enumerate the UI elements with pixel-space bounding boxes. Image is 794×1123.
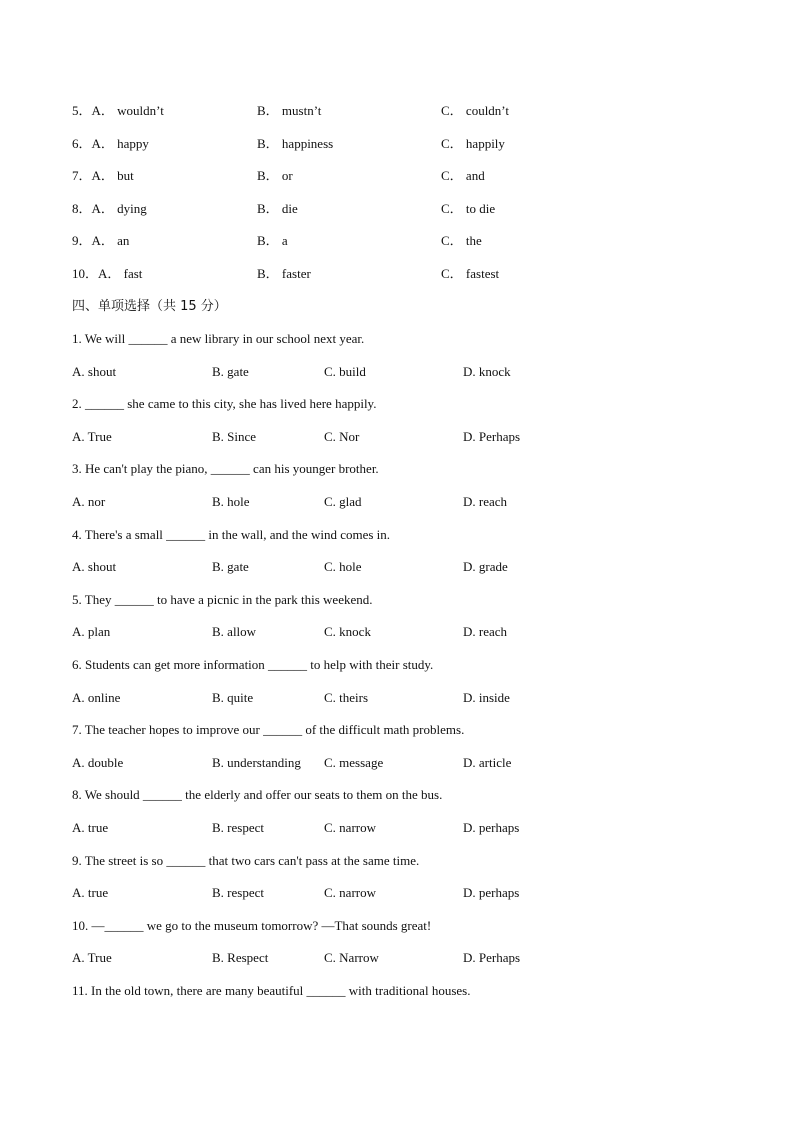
option-b: B． mustn’t [257, 103, 322, 118]
option-b: B． die [257, 201, 298, 216]
option-a: 5．A． wouldn’t [72, 103, 164, 118]
choice-b: B. understanding [212, 755, 301, 770]
choice-b: B. allow [212, 624, 257, 639]
choice-d: D. perhaps [463, 885, 520, 900]
question-stem: 6. Students can get more information ______ to help with their study. [72, 657, 434, 672]
choice-d: D. article [463, 755, 512, 770]
choice-d: D. knock [463, 364, 511, 379]
choice-c: C. Narrow [324, 950, 379, 965]
choice-c: C. build [324, 364, 366, 379]
option-c: C． to die [441, 201, 496, 216]
choice-row [0, 427, 794, 447]
question-stem-row [0, 851, 794, 871]
choice-a: A. true [72, 820, 109, 835]
question-stem: 7. The teacher hopes to improve our ______ of the difficult math problems. [72, 722, 465, 737]
question-stem-row [0, 981, 794, 1001]
choice-a: A. double [72, 755, 124, 770]
option-row [0, 231, 794, 251]
choice-d: D. reach [463, 624, 508, 639]
choice-a: A. shout [72, 559, 117, 574]
choice-a: A. nor [72, 494, 106, 509]
choice-b: B. respect [212, 820, 264, 835]
choice-b: B. hole [212, 494, 250, 509]
option-b: B． faster [257, 266, 311, 281]
option-a: 10．A． fast [72, 266, 143, 281]
choice-b: B. respect [212, 885, 264, 900]
option-row [0, 166, 794, 186]
choice-d: D. perhaps [463, 820, 520, 835]
choice-d: D. grade [463, 559, 508, 574]
choice-c: C. theirs [324, 690, 369, 705]
option-b: B． happiness [257, 136, 334, 151]
choice-row [0, 362, 794, 382]
question-stem: 3. He can't play the piano, ______ can his younger brother. [72, 461, 379, 476]
choice-d: D. Perhaps [463, 429, 521, 444]
choice-a: A. true [72, 885, 109, 900]
question-stem-row [0, 525, 794, 545]
choice-c: C. knock [324, 624, 371, 639]
choice-row [0, 688, 794, 708]
question-stem-row [0, 394, 794, 414]
section-heading-row [0, 297, 794, 317]
question-stem-row [0, 590, 794, 610]
choice-a: A. online [72, 690, 121, 705]
question-stem-row [0, 720, 794, 740]
choice-d: D. inside [463, 690, 510, 705]
option-row [0, 199, 794, 219]
choice-a: A. shout [72, 364, 117, 379]
question-stem: 5. They ______ to have a picnic in the park this weekend. [72, 592, 373, 607]
question-stem: 2. ______ she came to this city, she has lived here happily. [72, 396, 377, 411]
option-a: 8．A． dying [72, 201, 147, 216]
choice-row [0, 948, 794, 968]
choice-c: C. message [324, 755, 384, 770]
option-row [0, 134, 794, 154]
option-c: C． and [441, 168, 485, 183]
choice-c: C. hole [324, 559, 362, 574]
choice-row [0, 753, 794, 773]
choice-c: C. Nor [324, 429, 360, 444]
option-c: C． fastest [441, 266, 500, 281]
question-stem-row [0, 459, 794, 479]
option-b: B． or [257, 168, 293, 183]
choice-a: A. True [72, 429, 112, 444]
option-row [0, 101, 794, 121]
choice-d: D. reach [463, 494, 508, 509]
option-c: C． couldn’t [441, 103, 510, 118]
option-a: 6．A． happy [72, 136, 149, 151]
choice-a: A. True [72, 950, 112, 965]
question-stem: 10. —______ we go to the museum tomorrow? —That sounds great! [72, 918, 432, 933]
choice-b: B. Since [212, 429, 257, 444]
choice-row [0, 622, 794, 642]
question-stem-row [0, 329, 794, 349]
question-stem-row [0, 785, 794, 805]
choice-b: B. gate [212, 364, 249, 379]
choice-b: B. gate [212, 559, 249, 574]
option-a: 7．A． but [72, 168, 134, 183]
choice-c: C. glad [324, 494, 362, 509]
question-stem: 11. In the old town, there are many beautiful ______ with traditional houses. [72, 983, 471, 998]
choice-d: D. Perhaps [463, 950, 521, 965]
question-stem-row [0, 655, 794, 675]
option-c: C． happily [441, 136, 505, 151]
option-c: C． the [441, 233, 482, 248]
question-stem: 9. The street is so ______ that two cars can't pass at the same time. [72, 853, 420, 868]
choice-row [0, 883, 794, 903]
choice-b: B. quite [212, 690, 254, 705]
choice-row [0, 818, 794, 838]
question-stem-row [0, 916, 794, 936]
choice-row [0, 492, 794, 512]
option-a: 9．A． an [72, 233, 130, 248]
choice-a: A. plan [72, 624, 111, 639]
choice-row [0, 557, 794, 577]
choice-b: B. Respect [212, 950, 269, 965]
question-stem: 4. There's a small ______ in the wall, and the wind comes in. [72, 527, 391, 542]
choice-c: C. narrow [324, 820, 376, 835]
choice-c: C. narrow [324, 885, 376, 900]
question-stem: 1. We will ______ a new library in our school next year. [72, 331, 365, 346]
section-heading: 四、单项选择（共 15 分） [72, 299, 227, 314]
option-row [0, 264, 794, 284]
option-b: B． a [257, 233, 288, 248]
question-stem: 8. We should ______ the elderly and offer our seats to them on the bus. [72, 787, 443, 802]
